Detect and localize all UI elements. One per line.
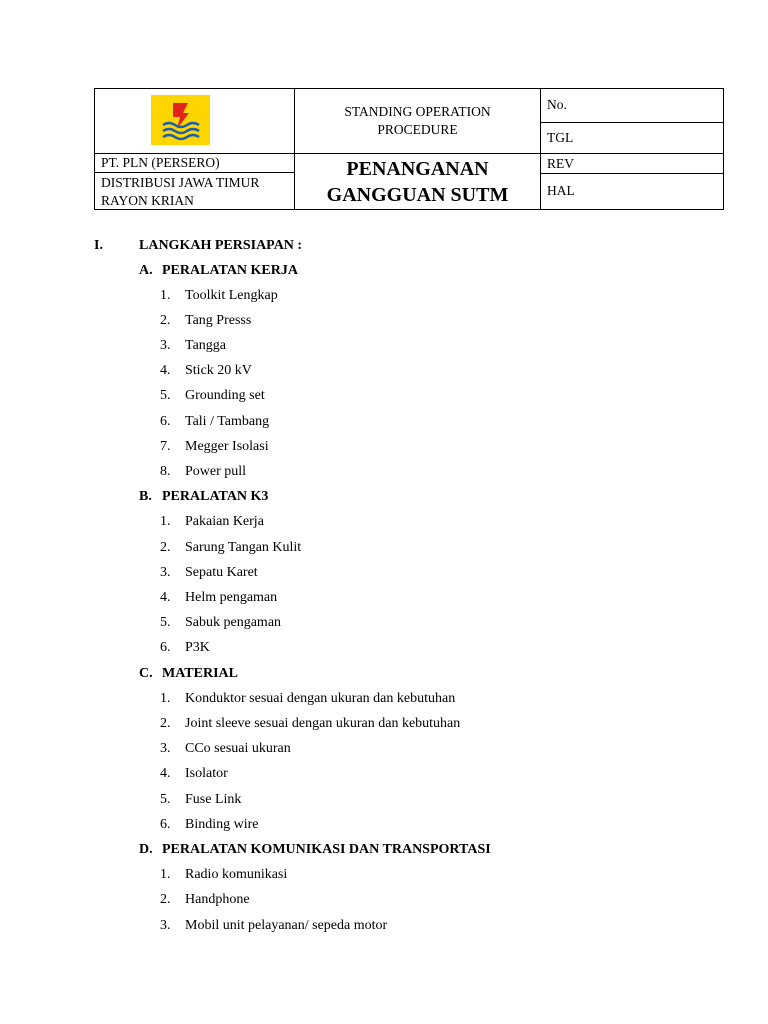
list-item: Sabuk pengaman [185, 615, 282, 630]
list-item: Binding wire [185, 817, 259, 832]
subsection-title: PERALATAN K3 [162, 489, 269, 504]
list-number: 6. [160, 640, 171, 655]
rev-cell [540, 153, 724, 174]
list-item: Sepatu Karet [185, 565, 258, 580]
tgl-cell [540, 122, 724, 154]
subsection-letter: B. [139, 489, 152, 504]
no-label: No. [547, 97, 567, 112]
list-number: 5. [160, 615, 171, 630]
document-title-cell [294, 153, 541, 210]
list-number: 6. [160, 817, 171, 832]
title-line-1: PENANGANAN [346, 157, 489, 180]
list-number: 5. [160, 792, 171, 807]
list-item: Stick 20 kV [185, 363, 252, 378]
sop-line-1: STANDING OPERATION [344, 104, 491, 119]
list-item: Tali / Tambang [185, 414, 270, 429]
list-number: 8. [160, 464, 171, 479]
subsection-letter: D. [139, 842, 153, 857]
subsection-title: MATERIAL [162, 666, 238, 681]
subsection-title: PERALATAN KOMUNIKASI DAN TRANSPORTASI [162, 842, 491, 857]
rev-label: REV [547, 156, 574, 171]
list-item: Handphone [185, 892, 250, 907]
list-number: 3. [160, 918, 171, 933]
title-line-2: GANGGUAN SUTM [326, 183, 509, 206]
subsection-title: PERALATAN KERJA [162, 263, 298, 278]
sop-line-2: PROCEDURE [377, 122, 458, 137]
subsection-letter: A. [139, 263, 153, 278]
distribution-line-2: RAYON KRIAN [101, 193, 194, 208]
distribution-cell [94, 172, 295, 210]
list-number: 1. [160, 514, 171, 529]
list-number: 4. [160, 590, 171, 605]
list-number: 6. [160, 414, 171, 429]
pln-logo-icon [151, 95, 210, 145]
header-table [94, 88, 724, 210]
section-number: I. [94, 238, 103, 253]
list-number: 5. [160, 388, 171, 403]
list-number: 3. [160, 565, 171, 580]
list-number: 2. [160, 313, 171, 328]
list-number: 1. [160, 288, 171, 303]
list-item: Sarung Tangan Kulit [185, 540, 302, 555]
list-item: Fuse Link [185, 792, 242, 807]
company-cell [94, 153, 295, 173]
list-number: 3. [160, 741, 171, 756]
list-number: 4. [160, 766, 171, 781]
list-number: 1. [160, 691, 171, 706]
hal-cell [540, 173, 724, 210]
list-number: 1. [160, 867, 171, 882]
list-item: Helm pengaman [185, 590, 278, 605]
list-item: Mobil unit pelayanan/ sepeda motor [185, 918, 388, 933]
list-item: Isolator [185, 766, 228, 781]
list-item: CCo sesuai ukuran [185, 741, 291, 756]
list-number: 4. [160, 363, 171, 378]
list-item: Power pull [185, 464, 247, 479]
sop-title-cell [294, 88, 541, 154]
list-item: Toolkit Lengkap [185, 288, 278, 303]
list-number: 2. [160, 892, 171, 907]
hal-label: HAL [547, 183, 575, 198]
list-item: Tang Presss [185, 313, 252, 328]
list-item: Joint sleeve sesuai dengan ukuran dan kebutuhan [185, 716, 461, 731]
list-item: Konduktor sesuai dengan ukuran dan kebutuhan [185, 691, 456, 706]
list-item: P3K [185, 640, 210, 655]
list-item: Pakaian Kerja [185, 514, 264, 529]
list-number: 7. [160, 439, 171, 454]
no-cell [540, 88, 724, 123]
subsection-letter: C. [139, 666, 153, 681]
list-item: Tangga [185, 338, 227, 353]
section-title: LANGKAH PERSIAPAN : [139, 238, 303, 253]
list-number: 3. [160, 338, 171, 353]
distribution-line-1: DISTRIBUSI JAWA TIMUR [101, 175, 260, 190]
list-item: Megger Isolasi [185, 439, 269, 454]
company-name: PT. PLN (PERSERO) [101, 155, 220, 170]
logo-cell [94, 88, 295, 154]
tgl-label: TGL [547, 130, 574, 145]
list-item: Grounding set [185, 388, 265, 403]
list-item: Radio komunikasi [185, 867, 288, 882]
list-number: 2. [160, 540, 171, 555]
list-number: 2. [160, 716, 171, 731]
